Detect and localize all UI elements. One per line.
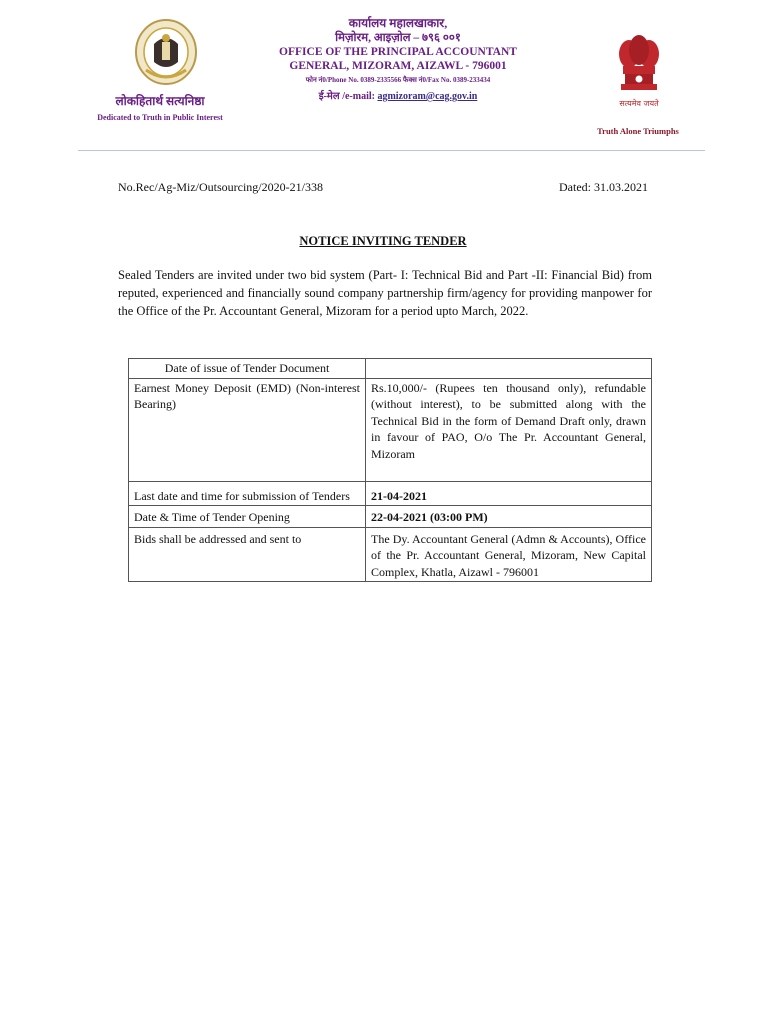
office-hindi-line1: कार्यालय महालखाकार, — [348, 16, 448, 30]
office-english-line1: OFFICE OF THE PRINCIPAL ACCOUNTANT — [279, 46, 517, 58]
notice-body: Sealed Tenders are invited under two bid system (Part- I: Technical Bid and Part -II: Financial Bid) from reputed, experienced and financially sound company partnership firm/agency for providing manpower for the Office of the Pr. Accountant General, Mizoram for a period upto March, 2022. — [118, 268, 652, 318]
email-label: ई-मेल /e-mail: — [318, 91, 378, 102]
office-heading — [220, 16, 576, 102]
motto-english: Dedicated to Truth in Public Interest — [97, 113, 223, 122]
table-row — [129, 378, 652, 481]
row-label-issue-date: Date of issue of Tender Document — [129, 359, 366, 379]
table-row — [129, 527, 652, 582]
cag-seal-logo — [132, 18, 200, 90]
reference-number: No.Rec/Ag-Miz/Outsourcing/2020-21/338 — [118, 180, 323, 194]
motto-hindi: लोकहितार्थ सत्यनिष्ठा — [115, 94, 205, 108]
reference-date: Dated: 31.03.2021 — [559, 180, 648, 194]
right-tagline: Truth Alone Triumphs — [597, 126, 679, 136]
email-link[interactable]: agmizoram@cag.gov.in — [377, 91, 478, 102]
notice-title: NOTICE INVITING TENDER — [299, 234, 467, 248]
table-row — [129, 359, 652, 379]
row-value-last-date: 21-04-2021 — [366, 481, 652, 506]
table-row — [129, 506, 652, 528]
row-value-emd: Rs.10,000/- (Rupees ten thousand only), refundable (without interest), to be submitted along with the Technical Bid in the form of Demand Draft only, drawn in favour of PAO, O/o The Pr. Accountant General, Mizoram — [366, 378, 652, 481]
row-value-address: The Dy. Accountant General (Admn & Accounts), Office of the Pr. Accountant General, Mizoram, New Capital Complex, Khatla, Aizawl - 796001 — [366, 527, 652, 582]
office-english-line2: GENERAL, MIZORAM, AIZAWL - 796001 — [289, 60, 507, 72]
row-value-opening: 22-04-2021 (03:00 PM) — [366, 506, 652, 528]
table-row — [129, 481, 652, 506]
row-label-emd: Earnest Money Deposit (EMD) (Non-interest Bearing) — [129, 378, 366, 481]
tender-details-table — [128, 358, 652, 582]
row-label-opening: Date & Time of Tender Opening — [129, 506, 366, 528]
row-value-issue-date — [366, 359, 652, 379]
header-divider — [78, 150, 705, 151]
phone-fax: फोन नं0/Phone No. 0389-2335566 फैक्स नं0/Fax No. 0389-233434 — [305, 76, 491, 84]
email-line — [220, 88, 576, 102]
row-label-last-date: Last date and time for submission of Tenders — [129, 481, 366, 506]
svg-text:सत्यमेव जयते: सत्यमेव जयते — [619, 99, 659, 108]
national-emblem-icon — [615, 32, 663, 112]
reference-line — [118, 180, 648, 195]
office-hindi-line2: मिज़ोरम, आइज़ोल – ७९६ ००१ — [335, 32, 461, 44]
row-label-address: Bids shall be addressed and sent to — [129, 527, 366, 582]
